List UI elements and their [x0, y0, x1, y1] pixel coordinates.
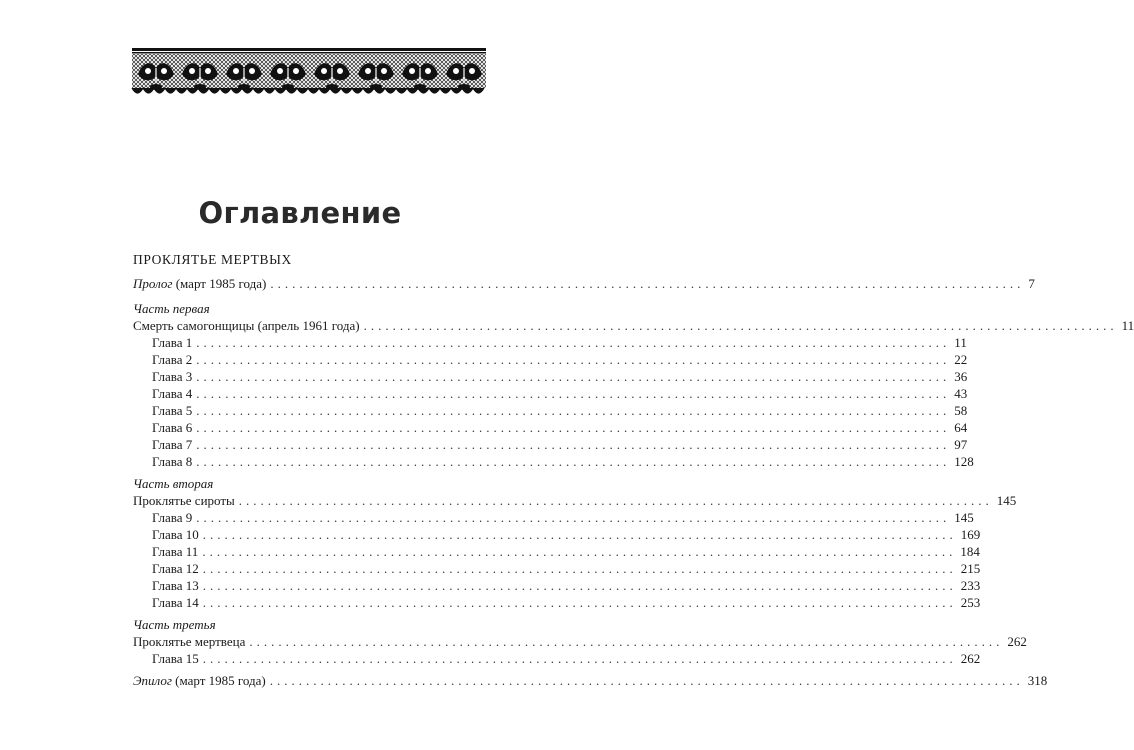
toc-entry-section[interactable]: Проклятье мертвеца ........................................................................................................ 262 [133, 634, 1027, 649]
dot-leader: ........................................................................................................ [238, 493, 993, 508]
toc-entry-section[interactable]: Смерть самогонщицы (апрель 1961 года) ........................................................................................................ 11 [133, 318, 1134, 333]
page-number: 11 [954, 335, 967, 350]
page-number: 262 [960, 651, 981, 666]
toc-entry-chapter[interactable]: Глава 8 ........................................................................................................ 128 [152, 454, 974, 469]
page-number: 43 [954, 386, 968, 401]
dot-leader: ........................................................................................................ [202, 578, 957, 593]
toc-entry-chapter[interactable]: Глава 3 ........................................................................................................ 36 [152, 369, 968, 384]
dot-leader: ........................................................................................................ [196, 369, 951, 384]
page-number: 184 [960, 544, 980, 559]
table-of-contents [133, 275, 1134, 689]
page-number: 145 [996, 493, 1017, 508]
lace-border-ornament-icon [132, 48, 486, 98]
page-number: 58 [954, 403, 968, 418]
dot-leader: ........................................................................................................ [196, 386, 951, 401]
dot-leader: ........................................................................................................ [196, 510, 951, 525]
dot-leader: ........................................................................................................ [196, 420, 951, 435]
book-title: ПРОКЛЯТЬЕ МЕРТВЫХ [133, 252, 292, 267]
dot-leader: ........................................................................................................ [196, 352, 951, 367]
dot-leader: ........................................................................................................ [196, 335, 951, 350]
toc-entry-epilogue[interactable] [133, 672, 1048, 689]
epilogue-label: Эпилог (март 1985 года) [133, 673, 266, 688]
prologue-label: Пролог (март 1985 года) [133, 276, 267, 291]
dot-leader: ........................................................................................................ [202, 651, 957, 666]
dot-leader: ........................................................................................................ [196, 403, 951, 418]
toc-entry-chapter[interactable]: Глава 4 ........................................................................................................ 43 [152, 386, 968, 401]
dot-leader: ........................................................................................................ [269, 673, 1024, 688]
dot-leader: ........................................................................................................ [202, 544, 957, 559]
page-number: 262 [1007, 634, 1027, 649]
toc-entry-chapter[interactable]: Глава 9 ........................................................................................................ 145 [152, 510, 974, 525]
page-number: 253 [960, 595, 981, 610]
page-number: 64 [954, 420, 968, 435]
toc-entry-chapter[interactable]: Глава 6 ........................................................................................................ 64 [152, 420, 968, 435]
toc-entry-chapter[interactable]: Глава 7 ........................................................................................................ 97 [152, 437, 968, 452]
page-number: 169 [960, 527, 981, 542]
toc-entry-prologue[interactable] [133, 275, 1035, 292]
page-number: 318 [1027, 673, 1048, 688]
dot-leader: ........................................................................................................ [196, 454, 951, 469]
page-title: Оглавление [198, 196, 402, 230]
dot-leader: ........................................................................................................ [196, 437, 951, 452]
page-number: 36 [954, 369, 968, 384]
page-number: 7 [1028, 276, 1035, 291]
toc-entry-chapter[interactable]: Глава 15 ........................................................................................................ 262 [152, 651, 981, 666]
part-heading: Часть первая [133, 301, 210, 316]
page-number: 233 [960, 578, 981, 593]
toc-entry-chapter[interactable]: Глава 2 ........................................................................................................ 22 [152, 352, 968, 367]
page-number: 145 [954, 510, 974, 525]
toc-entry-chapter[interactable]: Глава 14 ........................................................................................................ 253 [152, 595, 981, 610]
toc-entry-chapter[interactable]: Глава 1 ........................................................................................................ 11 [152, 335, 967, 350]
part-heading: Часть третья [133, 617, 216, 632]
dot-leader: ........................................................................................................ [202, 561, 957, 576]
page-number: 128 [954, 454, 974, 469]
page-number: 11 [1121, 318, 1134, 333]
dot-leader: ........................................................................................................ [249, 634, 1004, 649]
dot-leader: ........................................................................................................ [202, 527, 957, 542]
toc-entry-chapter[interactable]: Глава 11 ........................................................................................................ 184 [152, 544, 980, 559]
page-number: 97 [954, 437, 968, 452]
toc-entry-section[interactable]: Проклятье сироты ........................................................................................................ 145 [133, 493, 1017, 508]
part-heading: Часть вторая [133, 476, 214, 491]
dot-leader: ........................................................................................................ [363, 318, 1118, 333]
page-number: 215 [960, 561, 981, 576]
page-number: 22 [954, 352, 968, 367]
toc-entry-chapter[interactable]: Глава 13 ........................................................................................................ 233 [152, 578, 981, 593]
toc-entry-chapter[interactable]: Глава 10 ........................................................................................................ 169 [152, 527, 981, 542]
dot-leader: ........................................................................................................ [270, 276, 1025, 291]
dot-leader: ........................................................................................................ [202, 595, 957, 610]
toc-entry-chapter[interactable]: Глава 12 ........................................................................................................ 215 [152, 561, 981, 576]
toc-entry-chapter[interactable]: Глава 5 ........................................................................................................ 58 [152, 403, 968, 418]
